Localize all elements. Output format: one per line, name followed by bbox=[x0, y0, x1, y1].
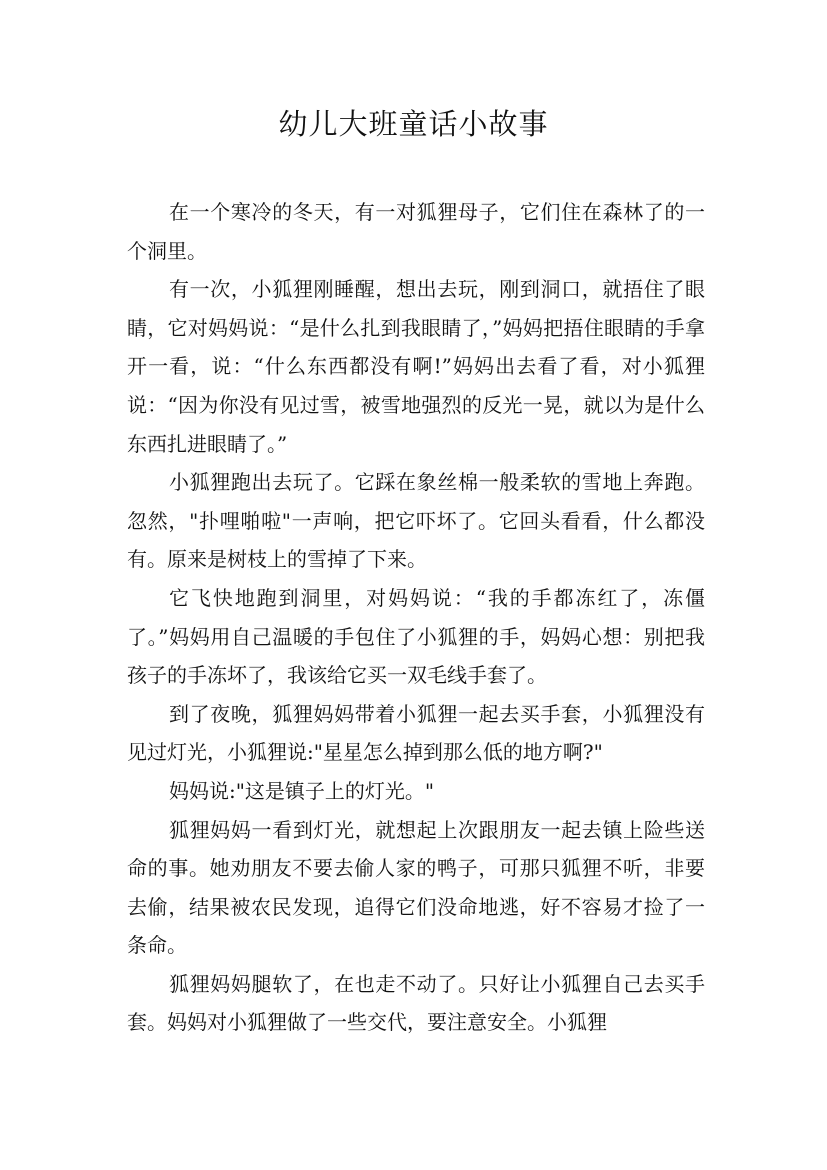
story-paragraph: 它飞快地跑到洞里，对妈妈说：“我的手都冻红了，冻僵了。”妈妈用自己温暖的手包住了小狐狸的手，妈妈心想：别把我孩子的手冻坏了，我该给它买一双毛线手套了。 bbox=[127, 585, 705, 688]
story-paragraph: 小狐狸跑出去玩了。它踩在象丝棉一般柔软的雪地上奔跑。忽然，"扑哩啪啦"一声响，把它吓坏了。它回头看看，什么都没有。原来是树枝上的雪掉了下来。 bbox=[127, 470, 705, 572]
story-paragraph: 在一个寒冷的冬天，有一对狐狸母子，它们住在森林了的一个洞里。 bbox=[127, 200, 705, 263]
story-paragraph: 到了夜晚，狐狸妈妈带着小狐狸一起去买手套，小狐狸没有见过灯光，小狐狸说:"星星怎么掉到那么低的地方啊?" bbox=[127, 701, 705, 765]
story-paragraph: 妈妈说:"这是镇子上的灯光。" bbox=[169, 778, 435, 803]
story-paragraph: 狐狸妈妈一看到灯光，就想起上次跟朋友一起去镇上险些送命的事。她劝朋友不要去偷人家的鸭子，可那只狐狸不听，非要去偷，结果被农民发现，追得它们没命地逃，好不容易才捡了一条命。 bbox=[127, 817, 705, 958]
document-title: 幼儿大班童话小故事 bbox=[278, 107, 549, 141]
story-paragraph: 有一次，小狐狸刚睡醒，想出去玩，刚到洞口，就捂住了眼睛，它对妈妈说：“是什么扎到我眼睛了，”妈妈把捂住眼睛的手拿开一看，说：“什么东西都没有啊!”妈妈出去看了看，对小狐狸说：“因为你没有见过雪，被雪地强烈的反光一晃，就以为是什么东西扎进眼睛了。” bbox=[127, 277, 705, 456]
story-body bbox=[127, 193, 705, 1042]
story-paragraph: 狐狸妈妈腿软了，在也走不动了。只好让小狐狸自己去买手套。妈妈对小狐狸做了一些交代，要注意安全。小狐狸 bbox=[127, 971, 705, 1035]
